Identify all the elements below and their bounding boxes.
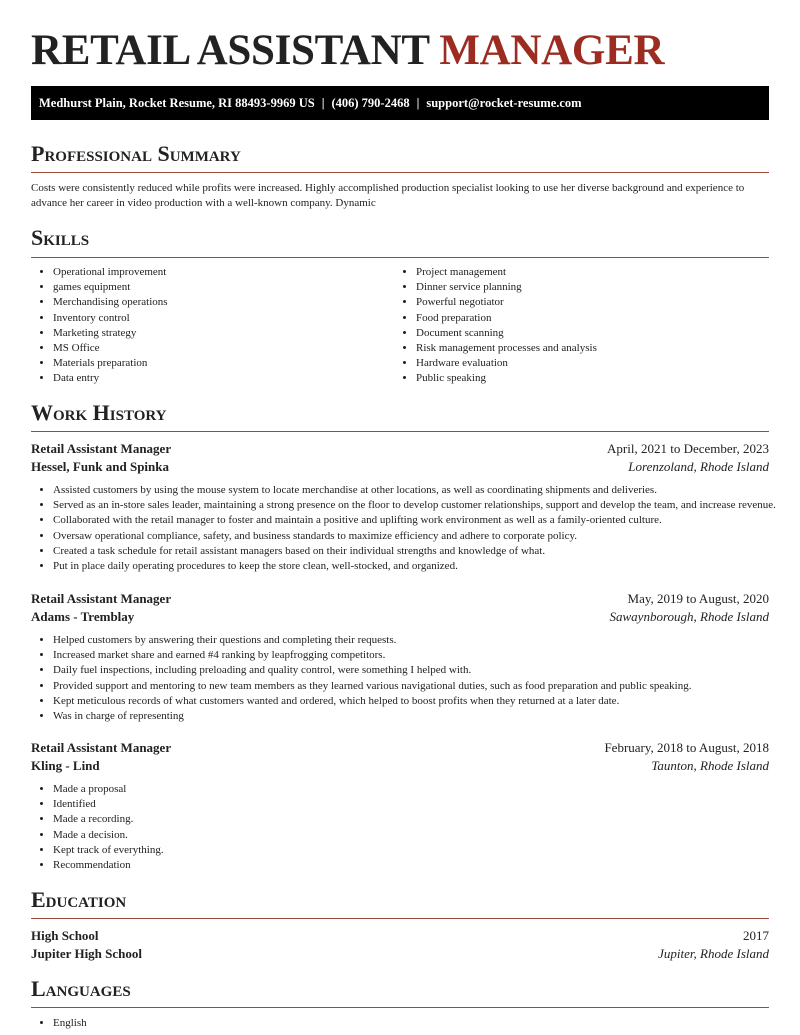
job-duty: • Assisted customers by using the mouse system to locate merchandise at other locations, as well as coordinating shipments and deliveries. [53, 483, 776, 498]
skills-list-right [394, 265, 597, 387]
education-year: 2017 [743, 928, 769, 943]
job-title-row [31, 440, 769, 458]
job-duty: • Identified [53, 797, 164, 812]
job-duty: • Kept track of everything. [53, 843, 164, 858]
job-duty: • Recommendation [53, 858, 164, 873]
job-duties-list [31, 633, 691, 724]
skill-item: • Merchandising operations [53, 295, 168, 310]
section-divider [31, 257, 769, 258]
job-dates: May, 2019 to August, 2020 [627, 591, 769, 606]
skill-item: • Marketing strategy [53, 326, 168, 341]
job-position: Retail Assistant Manager [31, 441, 172, 456]
name-accent: MANAGER [439, 27, 665, 74]
education-location: Jupiter, Rhode Island [658, 946, 769, 961]
job-dates: April, 2021 to December, 2023 [607, 441, 769, 456]
skill-item: • games equipment [53, 280, 168, 295]
job-title-row [31, 590, 769, 608]
job-duty: • Served as an in-store sales leader, maintaining a strong presence on the floor to develop customer relationships, support and develop the team, and increase revenue. [53, 498, 776, 513]
job-company: Kling - Lind [31, 758, 100, 773]
job-duty: • Made a proposal [53, 782, 164, 797]
skill-item: • Document scanning [416, 326, 597, 341]
education-school: Jupiter High School [31, 946, 143, 961]
job-company-row [31, 757, 769, 775]
job-duty: • Kept meticulous records of what customers wanted and ordered, which helped to boost profits when they returned at a later date. [53, 694, 691, 709]
job-duty: • Made a recording. [53, 812, 164, 827]
skill-item: • Risk management processes and analysis [416, 341, 597, 356]
job-company-row [31, 608, 769, 626]
contact-bar [31, 86, 769, 120]
job-duty: • Made a decision. [53, 828, 164, 843]
skill-item: • Inventory control [53, 311, 168, 326]
language-item: • English [53, 1016, 87, 1031]
job-duty: • Provided support and mentoring to new team members as they learned various navigational duties, such as food preparation and public speaking. [53, 679, 691, 694]
section-divider [31, 1007, 769, 1008]
skill-item: • Food preparation [416, 311, 597, 326]
contact-address: Medhurst Plain, Rocket Resume, RI 88493-9969 US [39, 96, 315, 110]
job-company-row [31, 458, 769, 476]
contact-email[interactable]: support@rocket-resume.com [426, 96, 582, 110]
job-company: Hessel, Funk and Spinka [31, 459, 170, 474]
contact-phone[interactable]: (406) 790-2468 [331, 96, 410, 110]
job-duty: • Daily fuel inspections, including preloading and quality control, were something I helped with. [53, 663, 691, 678]
job-duty: • Created a task schedule for retail assistant managers based on their individual strengths and knowledge of what. [53, 544, 776, 559]
job-duty: • Helped customers by answering their questions and completing their requests. [53, 633, 691, 648]
job-duties-list [31, 483, 776, 574]
job-duty: • Oversaw operational compliance, safety, and business standards to maximize efficiency and adhere to corporate policy. [53, 529, 776, 544]
section-divider [31, 918, 769, 919]
skill-item: • Operational improvement [53, 265, 168, 280]
section-divider [31, 172, 769, 173]
skill-item: • Materials preparation [53, 356, 168, 371]
job-title-row [31, 739, 769, 757]
job-position: Retail Assistant Manager [31, 740, 172, 755]
education-degree-row [31, 927, 769, 945]
job-duties-list [31, 782, 164, 873]
job-company: Adams - Tremblay [31, 609, 135, 624]
job-location: Lorenzoland, Rhode Island [628, 459, 769, 474]
job-location: Sawaynborough, Rhode Island [609, 609, 769, 624]
job-dates: February, 2018 to August, 2018 [604, 740, 769, 755]
section-divider [31, 431, 769, 432]
skill-item: • MS Office [53, 341, 168, 356]
skill-item: • Dinner service planning [416, 280, 597, 295]
resume-name [31, 29, 664, 73]
skill-item: • Data entry [53, 371, 168, 386]
section-title-education: Education [31, 887, 127, 912]
languages-list [31, 1016, 87, 1031]
job-position: Retail Assistant Manager [31, 591, 172, 606]
contact-separator: | [321, 96, 325, 110]
job-duty: • Collaborated with the retail manager to foster and maintain a positive and uplifting work environment as well as a family-oriented culture. [53, 513, 776, 528]
education-school-row [31, 945, 769, 963]
skill-item: • Project management [416, 265, 597, 280]
summary-text: Costs were consistently reduced while profits were increased. Highly accomplished production specialist looking to use her diverse background and experience to advance her career in video production with a well-known company. Dynamic [31, 182, 745, 209]
name-main: RETAIL ASSISTANT [31, 27, 429, 74]
section-title-summary: Professional Summary [31, 141, 241, 166]
contact-separator: | [416, 96, 420, 110]
skill-item: • Powerful negotiator [416, 295, 597, 310]
section-title-work-history: Work History [31, 400, 167, 425]
skill-item: • Public speaking [416, 371, 597, 386]
skill-item: • Hardware evaluation [416, 356, 597, 371]
job-duty: • Put in place daily operating procedures to keep the store clean, well-stocked, and organized. [53, 559, 776, 574]
job-duty: • Increased market share and earned #4 ranking by leapfrogging competitors. [53, 648, 691, 663]
job-duty: • Was in charge of representing [53, 709, 691, 724]
education-degree: High School [31, 928, 99, 943]
section-title-skills: Skills [31, 225, 90, 250]
job-location: Taunton, Rhode Island [651, 758, 769, 773]
section-title-languages: Languages [31, 976, 131, 1001]
skills-list-left [31, 265, 168, 387]
